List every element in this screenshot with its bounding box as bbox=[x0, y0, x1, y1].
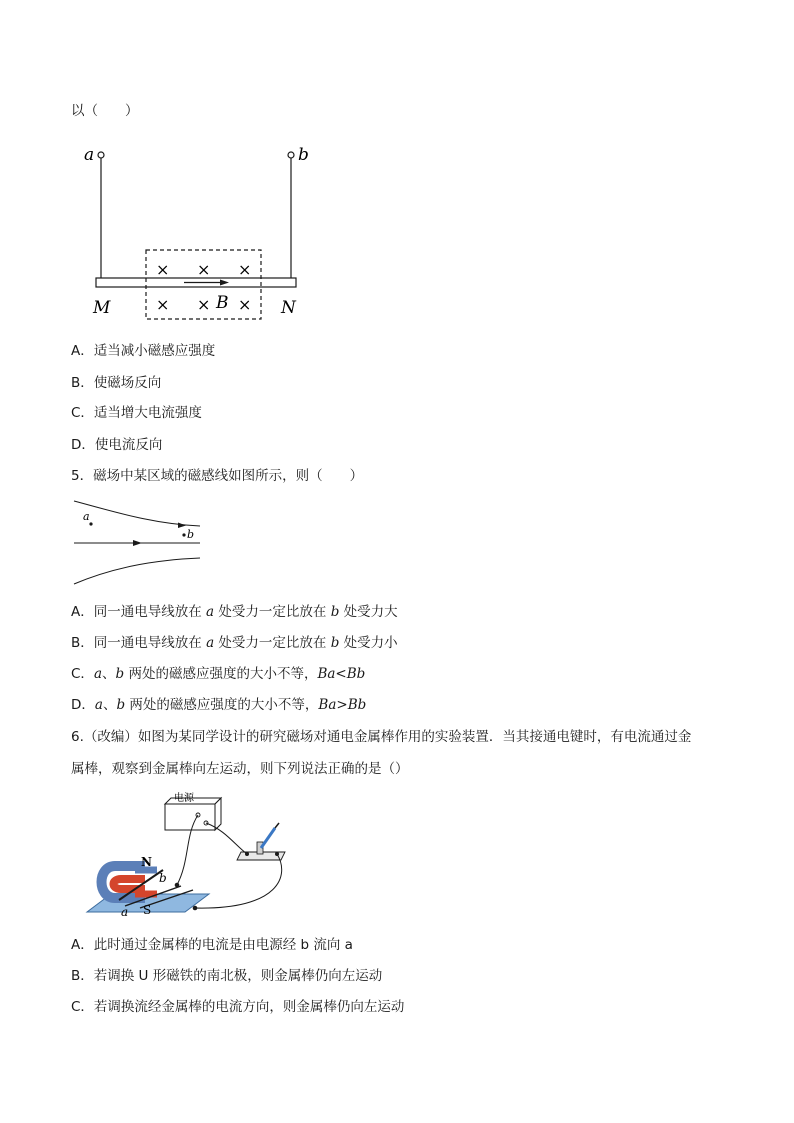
field-line-bottom bbox=[74, 558, 200, 584]
q4-stem-tail: 以（ ） bbox=[71, 103, 139, 119]
field-cross-icon: × bbox=[197, 260, 211, 279]
q5-stem: 5．磁场中某区域的磁感线如图所示，则（ ） bbox=[71, 468, 364, 484]
q5-option-c: C．a、b 两处的磁感应强度的大小不等，Ba<Bb bbox=[71, 666, 366, 682]
field-cross-icon: × bbox=[197, 295, 211, 314]
field-line-top bbox=[74, 501, 200, 526]
q6-option-c: C．若调换流经金属棒的电流方向，则金属棒仍向左运动 bbox=[71, 999, 405, 1015]
label-M: M bbox=[93, 298, 111, 318]
point-a-icon bbox=[89, 522, 92, 525]
q4-figure bbox=[80, 140, 320, 325]
label-B: B bbox=[216, 293, 229, 313]
terminal-a-icon bbox=[98, 152, 104, 158]
q6-figure bbox=[85, 790, 300, 920]
label-a: a bbox=[84, 145, 95, 165]
label-b: b bbox=[159, 871, 167, 885]
q4-option-d: D．使电流反向 bbox=[71, 437, 163, 453]
q5-option-a: A．同一通电导线放在 a 处受力一定比放在 b 处受力大 bbox=[71, 604, 398, 620]
q4-option-a: A．适当减小磁感应强度 bbox=[71, 343, 216, 359]
q4-option-b: B．使磁场反向 bbox=[71, 375, 162, 391]
q6-option-a: A．此时通过金属棒的电流是由电源经 b 流向 a bbox=[71, 937, 353, 953]
q6-option-b: B．若调换 U 形磁铁的南北极，则金属棒仍向左运动 bbox=[71, 968, 383, 984]
label-N: N bbox=[281, 298, 296, 318]
label-b: b bbox=[298, 145, 309, 165]
q5-figure bbox=[72, 496, 204, 588]
q5-option-d: D．a、b 两处的磁感应强度的大小不等，Ba>Bb bbox=[71, 697, 367, 713]
field-cross-icon: × bbox=[156, 260, 170, 279]
label-a: a bbox=[121, 905, 129, 919]
q4-option-c: C．适当增大电流强度 bbox=[71, 405, 202, 421]
field-cross-icon: × bbox=[156, 295, 170, 314]
q6-stem-line2: 属棒，观察到金属棒向左运动，则下列说法正确的是（） bbox=[71, 761, 409, 777]
label-b: b bbox=[187, 528, 195, 541]
field-cross-icon: × bbox=[238, 295, 252, 314]
q5-option-b: B．同一通电导线放在 a 处受力一定比放在 b 处受力小 bbox=[71, 635, 398, 651]
label-a: a bbox=[83, 510, 90, 523]
field-cross-icon: × bbox=[238, 260, 252, 279]
label-N: N bbox=[141, 855, 152, 869]
label-S: S bbox=[143, 903, 152, 917]
field-arrow-icon bbox=[178, 523, 186, 529]
power-label: 电源 bbox=[174, 793, 194, 804]
q6-stem-line1: 6.（改编）如图为某同学设计的研究磁场对通电金属棒作用的实验装置．当其接通电键时，有电流通过金 bbox=[71, 729, 692, 745]
field-arrow-icon bbox=[133, 540, 142, 546]
point-b-icon bbox=[182, 533, 185, 536]
terminal-b-icon bbox=[288, 152, 294, 158]
